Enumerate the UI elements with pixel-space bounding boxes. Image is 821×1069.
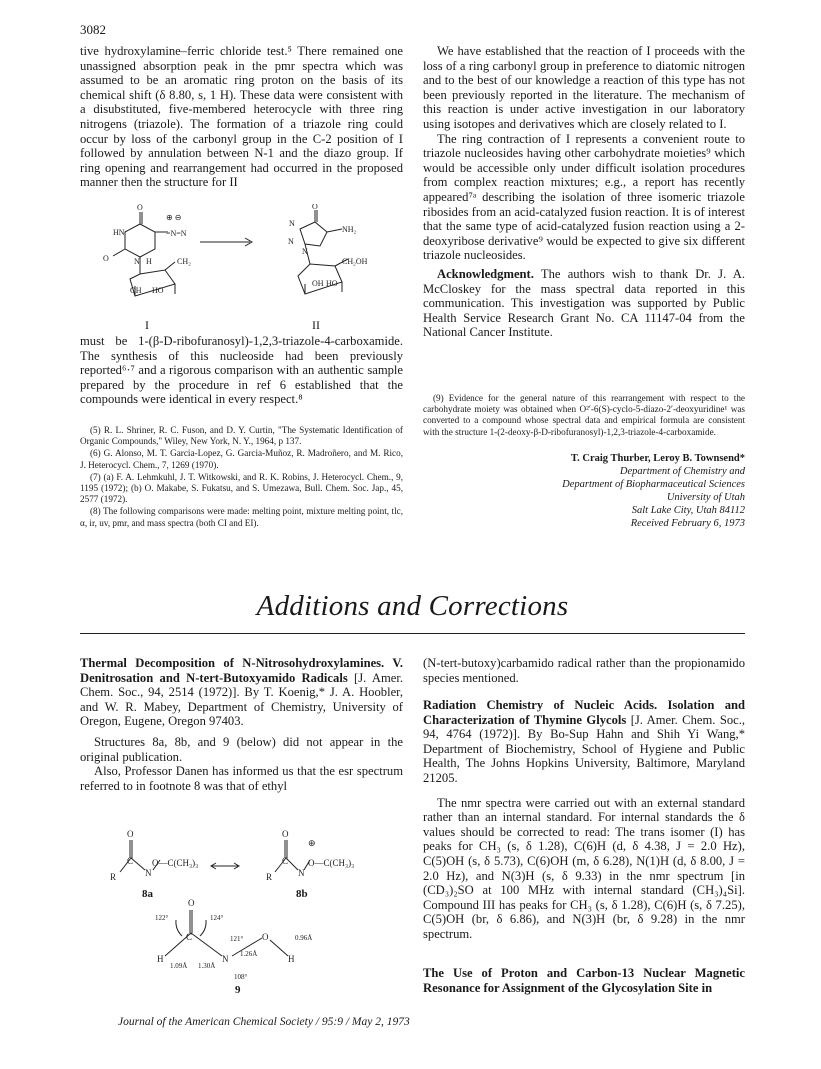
correction-2-citation: [J. Amer. Chem. Soc., 94, 4764 (1972)]. By Bo-Sup Hahn and Shih Yi Wang,* Department of Biochemistry, School of Hygiene and Public Health, The Johns Hopkins University, Baltimore, Maryland 21205.	[423, 712, 746, 785]
svg-text:C: C	[282, 856, 289, 866]
svg-text:HO: HO	[152, 286, 164, 295]
svg-text:⊕ ⊖: ⊕ ⊖	[166, 213, 182, 222]
right-paragraph-2: The ring contraction of I represents a convenient route to triazole nucleosides having other carbohydrate moieties⁹ which would be accessible only under difficult isolation procedures from complex reaction mixtures; e.g., a report has recently appeared⁷ᵃ describing the isolation of three isomeric triazole ribosides from an acid-catalyzed fusion reaction. It is of interest that the same type of acid-catalyzed fusion reaction using a 2-deoxyribose derivative⁹ would be expected to give six different triazole nucleosides.	[423, 131, 745, 263]
svg-text:H: H	[146, 257, 152, 266]
scheme-label-II: II	[312, 318, 320, 332]
correction-2-title: Radiation Chemistry of Nucleic Acids. Isolation and Characterization of Thymine Glycols	[423, 698, 745, 727]
svg-text:O: O	[188, 898, 195, 908]
svg-text:CH₂: CH₂	[177, 257, 191, 266]
acknowledgment-paragraph	[423, 267, 745, 340]
section-rule	[80, 633, 745, 634]
svg-text:122°: 122°	[155, 914, 169, 922]
svg-text:NH₂: NH₂	[342, 225, 357, 234]
pyrimidine-ring	[125, 224, 155, 257]
svg-text:R: R	[110, 872, 117, 882]
acknowledgment-heading: Acknowledgment.	[437, 266, 534, 281]
svg-text:1.30Å: 1.30Å	[198, 962, 216, 970]
right-footnote	[423, 393, 745, 439]
correction-1-continued	[423, 656, 745, 685]
svg-text:N: N	[289, 219, 295, 228]
svg-text:O—C(CH₃)₃: O—C(CH₃)₃	[152, 858, 199, 868]
left-paragraph-2: must be 1-(β-D-ribofuranosyl)-1,2,3-triazole-4-carboxamide. The synthesis of this nucleoside had been previously reported⁶·⁷ and a rigorous comparison with an authentic sample prepared by the procedure in ref 6 established that the compounds were identical in every respect.⁸	[80, 334, 403, 407]
correction-1-continuation: (N-tert-butoxy)carbamido radical rather than the propionamido species mentioned.	[423, 656, 745, 685]
correction-1-title: Thermal Decomposition of N-Nitrosohydroxylamines. V. Denitrosation and N-tert-Butoxyamido Radicals	[80, 656, 403, 685]
svg-text:O: O	[137, 204, 143, 212]
footnote-9: (9) Evidence for the general nature of this rearrangement with respect to the carbohydrate moiety was obtained when O²′-6(S)-cyclo-5-diazo-2′-deoxyuridine¹ was converted to a compound whose spectral data and empirical formula are consistent with the structure 1-(2-deoxy-β-D-ribofuranosyl)-1,2,3-triazole-4-carboxamide.	[423, 393, 745, 437]
svg-text:0.96Å: 0.96Å	[295, 934, 313, 942]
reaction-scheme-svg	[80, 204, 403, 332]
section-title: Additions and Corrections	[256, 590, 569, 622]
left-footnotes	[80, 425, 403, 530]
correction-1-paragraph-1: Structures 8a, 8b, and 9 (below) did not appear in the original publication.	[80, 734, 403, 764]
acknowledgment-body: The authors wish to thank Dr. J. A. McCloskey for the mass spectral data reported in this communication. This investigation was supported by Public Health Service Research Grant No. CA 11147-04 from the National Cancer Institute.	[423, 266, 745, 340]
svg-text:O: O	[282, 829, 289, 839]
affiliation-4: Salt Lake City, Utah 84112	[631, 505, 745, 516]
svg-text:O: O	[127, 829, 134, 839]
svg-text:O—C(CH₃)₃: O—C(CH₃)₃	[308, 858, 355, 868]
page-number: 3082	[80, 22, 106, 37]
affiliation-1: Department of Chemistry and	[619, 466, 745, 477]
svg-text:N: N	[302, 247, 308, 256]
label-8a: 8a	[142, 888, 153, 900]
right-column-intro	[423, 44, 745, 340]
svg-text:C: C	[127, 856, 134, 866]
signature-block	[423, 452, 745, 530]
svg-text:N: N	[298, 868, 305, 878]
svg-text:124°: 124°	[210, 914, 224, 922]
svg-text:R: R	[266, 872, 273, 882]
affiliation-3: University of Utah	[666, 492, 745, 503]
svg-text:HN: HN	[113, 228, 125, 237]
received-date: Received February 6, 1973	[630, 518, 745, 529]
correction-2-heading	[423, 698, 745, 786]
svg-text:N: N	[134, 257, 140, 266]
svg-text:=N=N: =N=N	[166, 229, 187, 238]
correction-3	[423, 966, 745, 995]
correction-2-body: The nmr spectra were carried out with an external standard rather than an internal standard. For internal standards the δ values should be corrected to read: The trans isomer (I) has peaks for CH₃ (s, δ 1.28), C(6)H (d, δ 4.38, J = 2.0 Hz), C(5)OH (s, δ 5.73), C(6)OH (m, δ 6.28), N(1)H (d, δ 8.00, J = 2.0 Hz), and N(3)H (s, δ 9.33) in the nmr spectrum [in (CD₃)₂SO at 100 MHz with internal standard (CH₃)₄Si]. Compound III has peaks for CH₃ (s, δ 1.28), C(6)H (s, δ 7.25), C(5)OH (br, δ 6.86), and N(3)H (br, δ 9.28) in the nmr spectrum.	[423, 795, 745, 941]
structures-8a-8b-9-svg	[90, 828, 390, 988]
svg-text:N: N	[288, 237, 294, 246]
scheme-label-I: I	[145, 318, 149, 332]
svg-text:N: N	[145, 868, 152, 878]
svg-text:OH: OH	[130, 286, 142, 295]
affiliation-2: Department of Biopharmaceutical Sciences	[562, 479, 745, 490]
left-paragraph-1: tive hydroxylamine–ferric chloride test.⁵ There remained one unassigned absorption peak in the pmr spectra which was assumed to be an aromatic ring proton on the basis of its chemical shift (δ 8.80, s, 1 H). These data were consistent with a disubstituted, five-membered heterocycle with three ring nitrogens (triazole). The formation of a triazole ring could occur by loss of the carbonyl group in the C-2 position of I followed by annulation between N-1 and the diazo group. If ring opening and rearrangement had occurred in the proposed manner then the structure for II	[80, 44, 403, 190]
correction-1-paragraph-2: Also, Professor Danen has informed us that the esr spectrum referred to in footnote 8 was that of ethyl	[80, 764, 403, 793]
svg-text:CH₂OH: CH₂OH	[342, 257, 368, 266]
footnote-7: (7) (a) F. A. Lehmkuhl, J. T. Witkowski, and R. K. Robins, J. Heterocycl. Chem., 9, 1195 (1972); (b) O. Makabe, S. Fukatsu, and S. Umezawa, Bull. Chem. Soc. Jap., 45, 2577 (1972).	[80, 471, 403, 505]
correction-1-citation: [J. Amer. Chem. Soc., 94, 2514 (1972)]. By T. Koenig,* J. A. Hoobler, and W. R. Mabey, Department of Chemistry, University of Oregon, Eugene, Oregon 97403.	[80, 670, 403, 729]
svg-text:HO: HO	[326, 279, 338, 288]
svg-text:O: O	[312, 204, 318, 211]
correction-1	[80, 656, 403, 793]
footnote-5: (5) R. L. Shriner, R. C. Fuson, and D. Y. Curtin, "The Systematic Identification of Organic Compounds," Wiley, New York, N. Y., 1964, p 137.	[80, 425, 403, 447]
svg-text:C: C	[186, 932, 193, 942]
right-paragraph-1: We have established that the reaction of I proceeds with the loss of a ring carbonyl group in preference to diatomic nitrogen and to the best of our knowledge a reaction of this type has not been previously reported in the literature. The mechanism of this reaction is under active investigation in our laboratory using isotopes and derivatives which are closely related to I.	[423, 44, 745, 131]
svg-text:O: O	[103, 254, 109, 263]
correction-1-heading	[80, 656, 403, 729]
correction-2	[423, 698, 745, 942]
footnote-8: (8) The following comparisons were made: melting point, mixture melting point, tlc, α, ir, uv, pmr, and mass spectra (both CI and EI).	[80, 506, 403, 528]
svg-text:⊕: ⊕	[308, 838, 316, 848]
svg-text:OH: OH	[312, 279, 324, 288]
left-column-intro	[80, 44, 403, 190]
svg-text:N: N	[222, 954, 229, 964]
authors: T. Craig Thurber, Leroy B. Townsend*	[570, 453, 745, 464]
svg-text:1.26Å: 1.26Å	[240, 950, 258, 958]
page-footer: Journal of the American Chemical Society / 95:9 / May 2, 1973	[118, 1016, 410, 1028]
label-9: 9	[235, 984, 241, 996]
footnote-6: (6) G. Alonso, M. T. Garcia-Lopez, G. Garcia-Muñoz, R. Madroñero, and M. Rico, J. Heterocycl. Chem., 7, 1269 (1970).	[80, 448, 403, 470]
label-8b: 8b	[296, 888, 308, 900]
svg-text:108°: 108°	[234, 973, 248, 981]
left-column-continued	[80, 334, 403, 407]
svg-text:O: O	[262, 932, 269, 942]
svg-text:1.09Å: 1.09Å	[170, 962, 188, 970]
correction-3-title: The Use of Proton and Carbon-13 Nuclear Magnetic Resonance for Assignment of the Glycosylation Site in	[423, 966, 745, 995]
svg-text:H: H	[157, 954, 164, 964]
svg-text:H: H	[288, 954, 295, 964]
svg-text:121°: 121°	[230, 935, 244, 943]
